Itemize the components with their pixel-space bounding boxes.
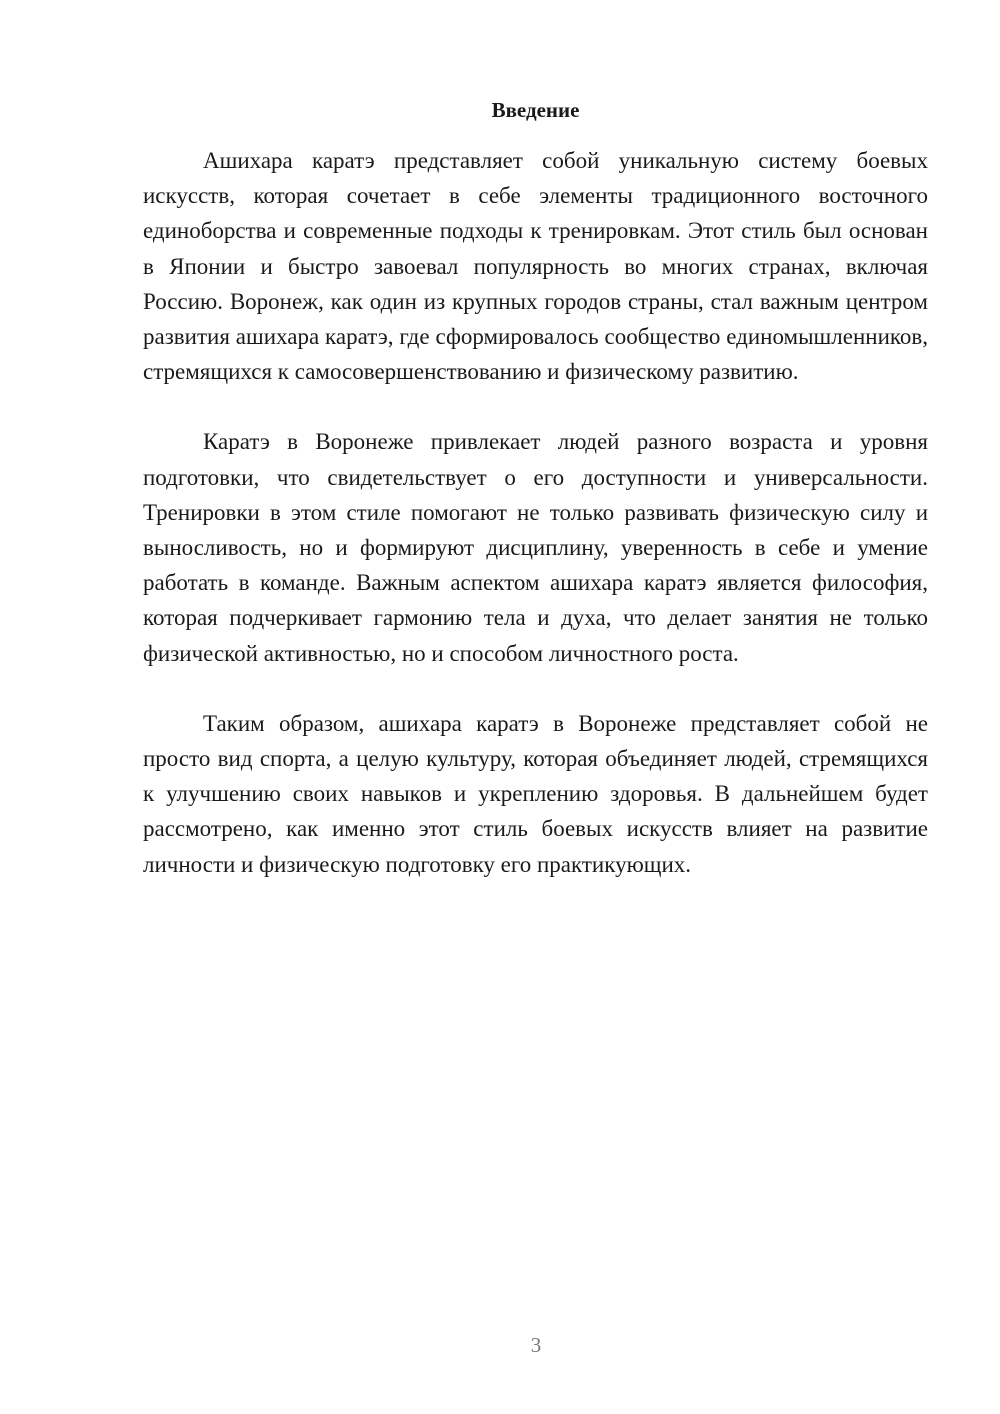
body-text xyxy=(143,143,928,917)
paragraph: Ашихара каратэ представляет собой уникальную систему боевых искусств, которая сочетает в себе элементы традиционного восточного единоборства и современные подходы к тренировкам. Этот стиль был основан в Японии и быстро завоевал популярность во многих странах, включая Россию. Воронеж, как один из крупных городов страны, стал важным центром развития ашихара каратэ, где сформировалось сообщество единомышленников, стремящихся к самосовершенствованию и физическому развитию. xyxy=(143,148,928,385)
page-number: 3 xyxy=(530,1333,542,1357)
paragraph: Каратэ в Воронеже привлекает людей разного возраста и уровня подготовки, что свидетельствует о его доступности и универсальности. Тренировки в этом стиле помогают не только развивать физическую силу и выносливость, но и формируют дисциплину, уверенность в себе и умение работать в команде. Важным аспектом ашихара каратэ является философия, которая подчеркивает гармонию тела и духа, что делает занятия не только физической активностью, но и способом личностного роста. xyxy=(143,429,928,666)
section-heading: Введение xyxy=(491,98,580,122)
paragraph: Таким образом, ашихара каратэ в Воронеже представляет собой не просто вид спорта, а целую культуру, которая объединяет людей, стремящихся к улучшению своих навыков и укреплению здоровья. В дальнейшем будет рассмотрено, как именно этот стиль боевых искусств влияет на развитие личности и физическую подготовку его практикующих. xyxy=(143,710,928,877)
